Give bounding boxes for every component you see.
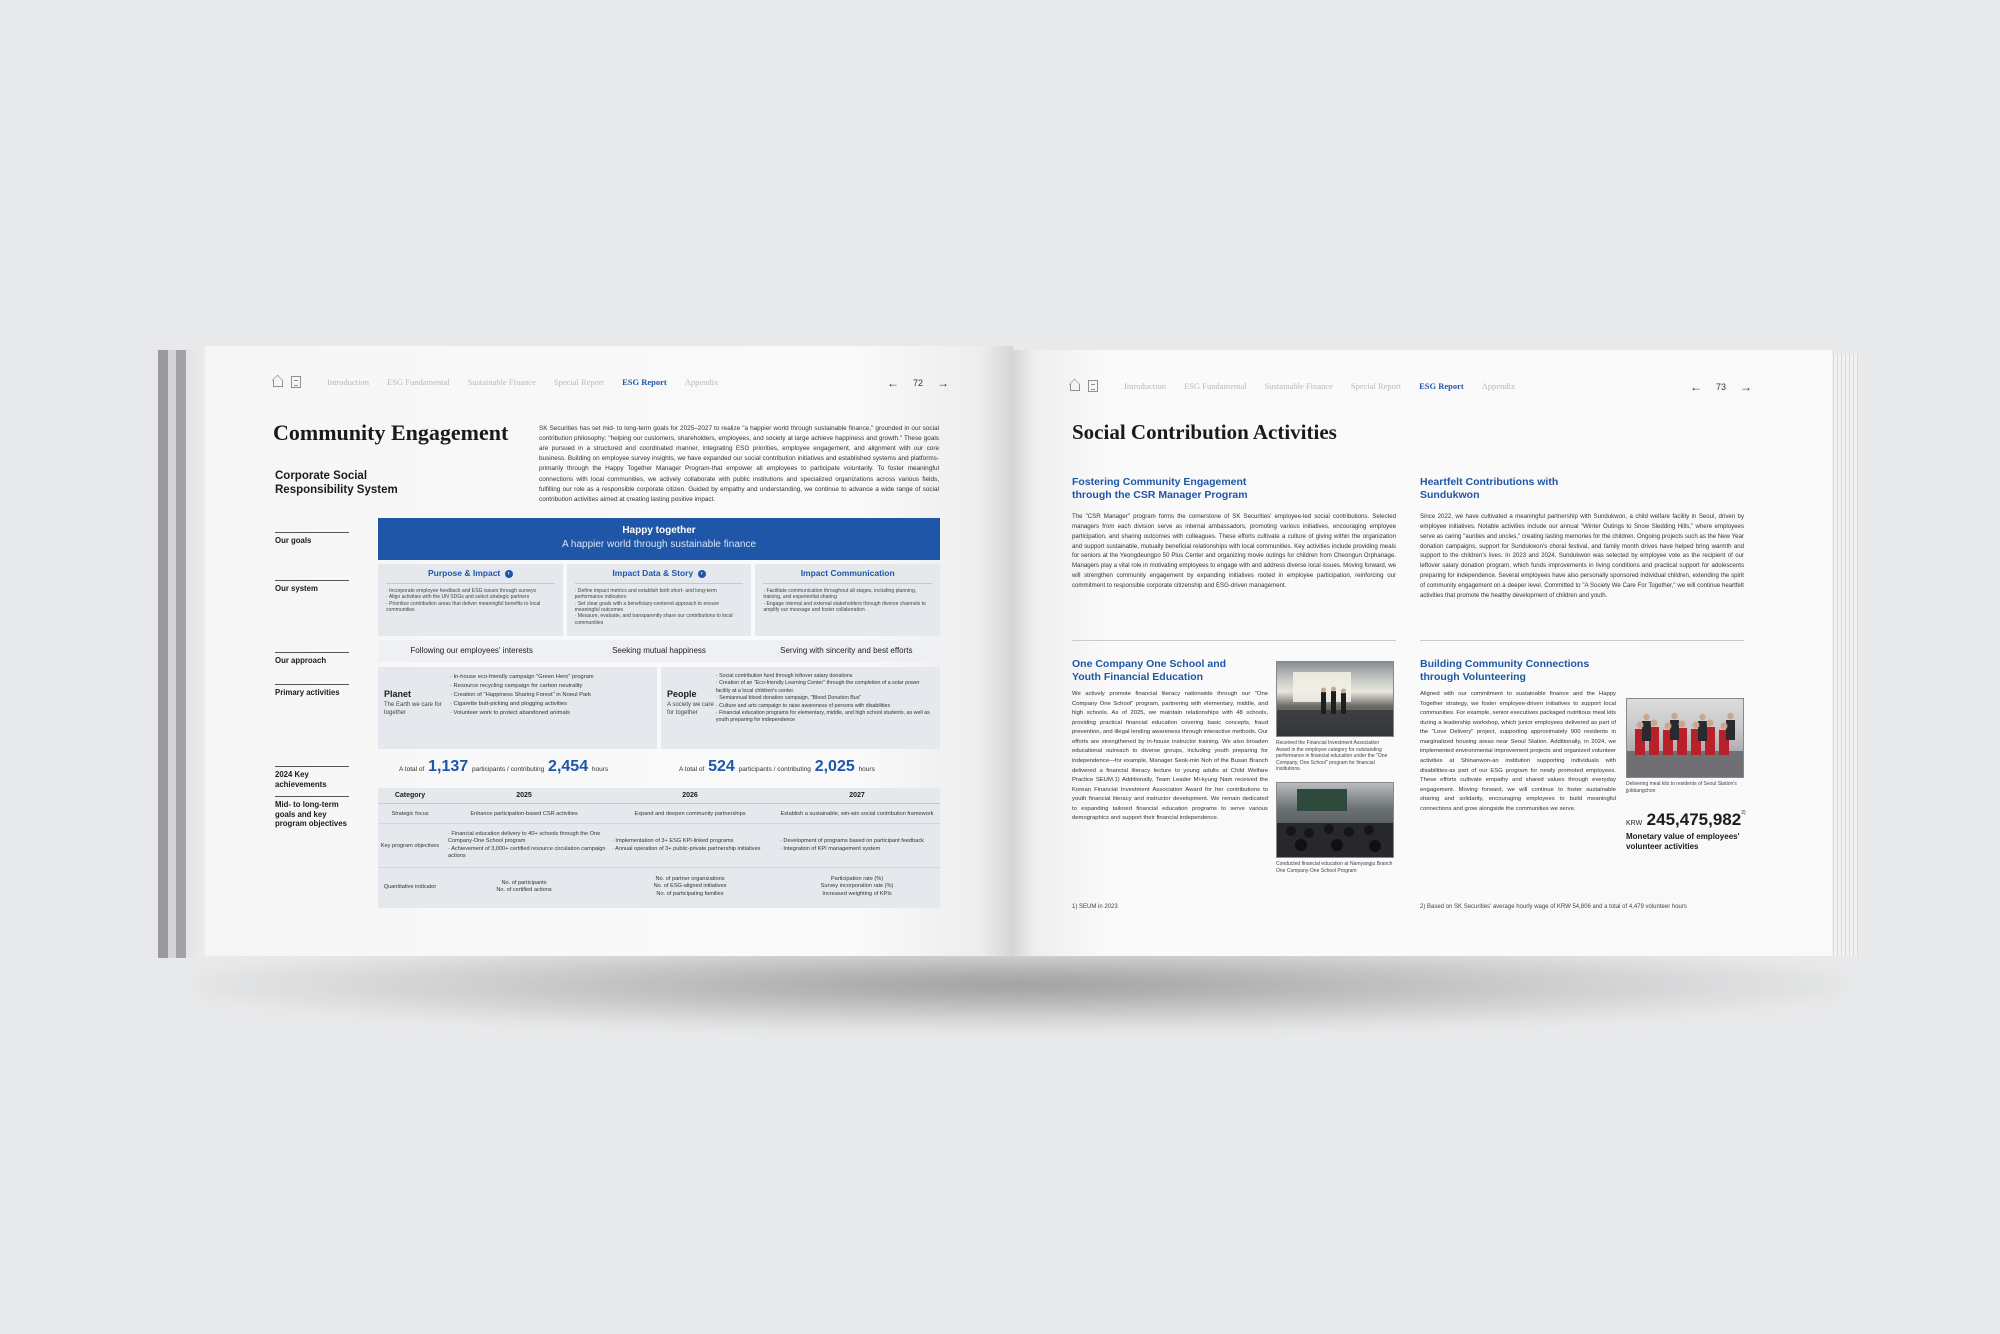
currency-label: KRW: [1626, 820, 1643, 827]
stat-value: 245,475,982: [1646, 810, 1742, 829]
document-icon[interactable]: [1088, 380, 1100, 392]
photo-caption: Received the Financial Investment Association Award in the employee category for outstanding performance in financial education under the "One Company, One School" program for financial institutions.: [1276, 740, 1388, 772]
activity-category-sub: A society we care for together: [667, 702, 714, 716]
table-cell: Strategic focus: [391, 810, 429, 817]
table-header-cell: Category: [394, 792, 426, 799]
label-key-achievements: 2024 Key achievements: [275, 766, 349, 789]
system-item: · Facilitate communication throughout all stages, including planning, training, and experiential sharing: [763, 588, 917, 601]
section-body: We actively promote financial literacy nationwide through our "One Company One School" program, partnering with elementary, middle, and high schools. As of 2025, we maintain relationships with 48 schools, providing practical financial education covering basic concepts, fraud prevention, and illegal lending awareness through interactive methods. Our efforts are strengthened by in-house instructor training. We also broaden educational outreach to diverse groups, including youth preparing for independence—for example, Manager Seok-min Noh of the Busan Branch delivered a financial literacy lecture to young adults at Child Welfare Practice SEUM.1) Additionally, Team Leader Mi-kyung Nam received the Korean Financial Investment Association Award for her contributions to youth financial literacy and instructor development. We remain dedicated to expanding tailored financial education programs to serve various demographics and support their financial independence.: [1072, 691, 1268, 822]
intro-paragraph: SK Securities has set mid- to long-term goals for 2025–2027 to realize "a happier world through sustainable finance," grounded in our social contribution philosophy: "helping our customers, shareholders, employees, and society at large achieve happiness and growth." These goals are pursued in a structured and coordinated manner, integrating ESG priorities, employee engagement, and alignment with our core business. Building on employee survey insights, we have expanded our social contribution initiatives and established systems and platforms-primarily through the Happy Together Manager Program-that empower all employees to participate voluntarily. To foster meaningful connections with local communities, we actively collaborate with public institutions and specialized organizations across various fields, fulfilling our role as a responsible corporate citizen. Guided by empathy and understanding, we continue to advance a wide range of social contribution activities aimed at creating lasting positive impact.: [539, 425, 939, 503]
footnote-marker: 2): [1741, 810, 1746, 816]
footnote: 2) Based on SK Securities' average hourly wage of KRW 54,806 and a total of 4,479 volunteer hours: [1420, 904, 1687, 910]
label-our-goals: Our goals: [275, 532, 349, 546]
achievement-hours: 2,454: [548, 758, 589, 775]
table-cell: No. of participants No. of certified actions: [496, 879, 552, 893]
volunteering-group-photo: [1626, 698, 1744, 778]
primary-activities: [378, 667, 940, 749]
goal-banner: [378, 518, 940, 560]
goal-subtitle: A happier world through sustainable finance: [561, 539, 757, 550]
nav-item-esg-fundamental[interactable]: ESG Fundamental: [1184, 381, 1247, 391]
table-cell: · Development of programs based on participant feedback · Integration of KPI management system: [780, 838, 924, 852]
classroom-photo: [1276, 782, 1394, 858]
right-page: [1010, 350, 1832, 956]
document-icon[interactable]: [291, 376, 303, 388]
goal-title: Happy together: [622, 525, 696, 536]
table-cell: No. of partner organizations No. of ESG-aligned initiatives No. of participating families: [653, 876, 727, 897]
activity-item: · Creation of "Happiness Sharing Forest" in Noeul Park: [450, 691, 592, 698]
label-our-system: Our system: [275, 580, 349, 594]
nav-item-appendix[interactable]: Appendix: [1481, 381, 1516, 391]
achievement-mid: participants / contributing: [471, 766, 545, 773]
activity-item: · Resource recycling campaign for carbon neutrality: [450, 682, 583, 689]
label-primary-activities: Primary activities: [275, 684, 349, 698]
activity-item: · Volunteer work to protect abandoned animals: [450, 709, 570, 716]
label-our-approach: Our approach: [275, 652, 349, 666]
achievement-prefix: A total of: [399, 766, 425, 773]
activity-block-planet: [378, 667, 657, 749]
section-subtitle: Corporate Social Responsibility System: [275, 470, 398, 496]
pager-right: [1690, 380, 1752, 394]
arrow-circle-icon: ›: [505, 570, 513, 578]
label-mid-long-term-goals: Mid- to long-term goals and key program objectives: [275, 796, 349, 829]
activity-category: People: [667, 689, 697, 699]
goals-table: [378, 788, 940, 908]
system-title: Purpose & Impact: [428, 568, 501, 578]
approach-row: [378, 640, 940, 662]
table-header: [378, 788, 940, 804]
table-row: [378, 804, 940, 824]
page-number: 73: [1716, 382, 1727, 392]
prev-page-arrow-icon[interactable]: ←: [887, 376, 899, 390]
book-left-edge: [158, 350, 208, 958]
system-item: · Align activities with the UN SDGs and select strategic partners: [386, 594, 530, 601]
next-page-arrow-icon[interactable]: →: [1740, 380, 1753, 394]
system-column: [755, 564, 940, 636]
section-title: Fostering Community Engagement through the CSR Manager Program: [1072, 476, 1248, 502]
nav-bar-right: [1070, 380, 1515, 392]
nav-bar-left: [273, 376, 718, 388]
next-page-arrow-icon[interactable]: →: [937, 376, 950, 390]
achievement-mid: participants / contributing: [738, 766, 811, 773]
photo-caption: Delivering meal kits to residents of Seoul Station's jjokbangchon: [1626, 781, 1737, 794]
book-right-edge: [1830, 354, 1858, 956]
table-cell: Key program objectives: [380, 842, 440, 849]
pager-left: [887, 376, 949, 390]
activity-item: · Financial education programs for elementary, middle, and high school students, as well as youth preparing for independence: [715, 710, 930, 724]
approach-item: Seeking mutual happiness: [612, 646, 706, 655]
system-item: · Set clear goals with a beneficiary-centered approach to ensure meaningful outcomes: [574, 600, 720, 614]
arrow-circle-icon: ›: [698, 570, 706, 578]
system-item: · Prioritize contribution areas that deliver meaningful benefits to local communities: [386, 600, 541, 614]
award-ceremony-photo: [1276, 661, 1394, 737]
nav-item-introduction[interactable]: Introduction: [1124, 381, 1167, 391]
activity-category-sub: The Earth we care for together: [384, 702, 442, 716]
system-column: [567, 564, 752, 636]
footnote: 1) SEUM in 2023: [1072, 904, 1118, 910]
table-header-cell: 2027: [849, 792, 865, 799]
section-body: Since 2022, we have cultivated a meaningful partnership with Sundukwon, a child welfare facility in Seoul, driven by employee initiatives. Notable activities include our annual "Winter Outings to Snow Sledding Hills," where employees serve as caring "aunties and uncles," creating lasting memories for the children. Ongoing projects such as the New Year donation campaigns, support for Sundukwon's choral festival, and family month drives have helped bring warmth and support to the children's lives. In 2023 and 2024, Sundukwon was selected by employee vote as the recipient of our leftover salary donation program, which funds improvements in living conditions and practical support for adolescents preparing for independence. Several employees have also personally sponsored individual children, extending the spirit of community engagement on a deeper level. Committed to "A Society We Care For Together," we will continue heartfelt activities that promote the healthy development of children and youth.: [1420, 513, 1744, 599]
system-item: · Incorporate employee feedback and ESG issues through surveys: [386, 588, 537, 594]
nav-item-esg-report[interactable]: ESG Report: [1419, 381, 1464, 391]
page-number: 72: [913, 378, 924, 388]
table-cell: Establish a sustainable, win-win social contribution framework: [780, 810, 934, 817]
nav-item-special-report[interactable]: Special Report: [1350, 381, 1402, 391]
table-cell: Quantitative indicator: [383, 884, 437, 890]
nav-item-introduction[interactable]: Introduction: [327, 377, 370, 387]
activity-item: · Cigarette butt-picking and plogging activities: [450, 700, 567, 707]
table-header-cell: 2025: [516, 792, 532, 799]
system-title: Impact Communication: [800, 568, 895, 578]
activity-item: · Semiannual blood donation campaign, "Blood Donation Bus": [715, 695, 862, 702]
table-cell: Enhance participation-based CSR activities: [470, 810, 578, 817]
activity-item: · In-house eco-friendly campaign "Green Hero" program: [450, 674, 594, 680]
system-item: · Define impact metrics and establish both short- and long-term performance indicators: [574, 588, 717, 601]
section-title: Building Community Connections through Volunteering: [1420, 658, 1590, 684]
system-title: Impact Data & Story: [612, 568, 694, 578]
table-cell: · Financial education delivery to 40+ schools through the One Company-One School program · Achievement of 3,000+ certified resource circulation campaign actions: [448, 830, 606, 859]
stat-label: Monetary value of employees' volunteer activities: [1626, 832, 1740, 851]
achievement-suffix: hours: [858, 766, 875, 773]
activity-item: · Culture and arts campaign to raise awareness of persons with disabilities: [715, 702, 891, 709]
system-item: · Engage internal and external stakeholders through diverse channels to amplify our message and foster collaboration: [763, 600, 926, 614]
home-icon[interactable]: [273, 376, 285, 388]
achievement-participants: 1,137: [428, 758, 469, 775]
achievement-people: [679, 758, 875, 776]
nav-item-sustainable-finance[interactable]: Sustainable Finance: [467, 377, 536, 387]
table-header-cell: 2026: [682, 792, 698, 799]
achievement-participants: 524: [708, 758, 735, 775]
table-cell: Participation rate (%) Survey incorporation rate (%) Increased weighting of KPIs: [820, 876, 894, 897]
section-title: Heartfelt Contributions with Sundukwon: [1420, 476, 1559, 502]
page-title: Community Engagement: [273, 420, 509, 445]
table-row: [378, 824, 940, 868]
achievement-hours: 2,025: [814, 758, 855, 775]
approach-item: Serving with sincerity and best efforts: [780, 646, 913, 655]
nav-item-special-report[interactable]: Special Report: [553, 377, 605, 387]
nav-item-appendix[interactable]: Appendix: [684, 377, 719, 387]
achievement-prefix: A total of: [679, 766, 705, 773]
photo-caption: Conducted financial education at Namyangju Branch One Company-One School Program: [1276, 861, 1393, 874]
table-cell: · Implementation of 3+ ESG KPI-linked programs · Annual operation of 3+ public-private partnership initiatives: [612, 838, 761, 852]
prev-page-arrow-icon[interactable]: ←: [1690, 380, 1702, 394]
page-title: Social Contribution Activities: [1072, 420, 1337, 444]
system-item: · Measure, evaluate, and transparently share our contributions to local communities: [574, 613, 733, 626]
table-row: [378, 868, 940, 906]
activity-block-people: [661, 667, 940, 749]
achievement-planet: [399, 758, 608, 776]
activity-item: · Creation of an "Eco-friendly Learning Center" through the completion of a solar power facility at a local children's center.: [715, 680, 920, 694]
nav-item-sustainable-finance[interactable]: Sustainable Finance: [1264, 381, 1333, 391]
section-divider: [1072, 640, 1396, 641]
section-divider: [1420, 640, 1744, 641]
section-body: Aligned with our commitment to sustainable finance and the Happy Together strategy, we foster employee-driven initiatives to support local communities. For example, senior executives packaged nutritious meal kits during a leadership workshop, which junior employees delivered as part of the "Love Delivery" project, supporting approximately 900 residents in marginalized housing areas near Seoul Station. Additionally, in 2024, we implemented environmental improvement projects and organized volunteer activities at Shinanwon-an institution supporting individuals with disabilities-as part of our ESG program for newly promoted employees. These efforts cultivate empathy and shared values through everyday engagement. Moving forward, we will continue to foster sustainable sharing and solidarity, encouraging employees to build meaningful connections and grow alongside the communities we serve.: [1420, 691, 1616, 812]
approach-item: Following our employees' interests: [410, 646, 533, 655]
volunteer-value-stat: [1626, 810, 1746, 851]
nav-item-esg-fundamental[interactable]: ESG Fundamental: [387, 377, 450, 387]
activity-item: · Social contribution fund through leftover salary donations: [715, 673, 853, 679]
table-cell: Expand and deepen community partnerships: [634, 810, 746, 817]
achievement-suffix: hours: [591, 766, 609, 773]
nav-item-esg-report[interactable]: ESG Report: [622, 377, 667, 387]
left-page: [205, 346, 1013, 956]
section-body: The "CSR Manager" program forms the cornerstone of SK Securities' employee-led social contributions. Selected managers from each division serve as internal ambassadors, promoting various initiatives, encouraging employee participation, and sharing outcomes with colleagues. These efforts cultivate a culture of giving within the organization and support sustainable, mutually beneficial relationships with local communities. Key activities include providing meals for seniors at the Yeongdeungpo 50 Plus Center and organizing movie outings for children from Cheongun Orphanage. Managers play a vital role in motivating employees to engage with and address diverse local issues. Moving forward, we will strengthen community engagement by expanding initiatives rooted in employee participation, reinforcing our commitment to responsible corporate citizenship and ESG-driven management.: [1072, 513, 1396, 590]
activity-category: Planet: [384, 689, 412, 699]
section-title: One Company One School and Youth Financial Education: [1072, 658, 1227, 684]
home-icon[interactable]: [1070, 380, 1082, 392]
system-column: [378, 564, 563, 636]
system-columns: [378, 564, 940, 636]
